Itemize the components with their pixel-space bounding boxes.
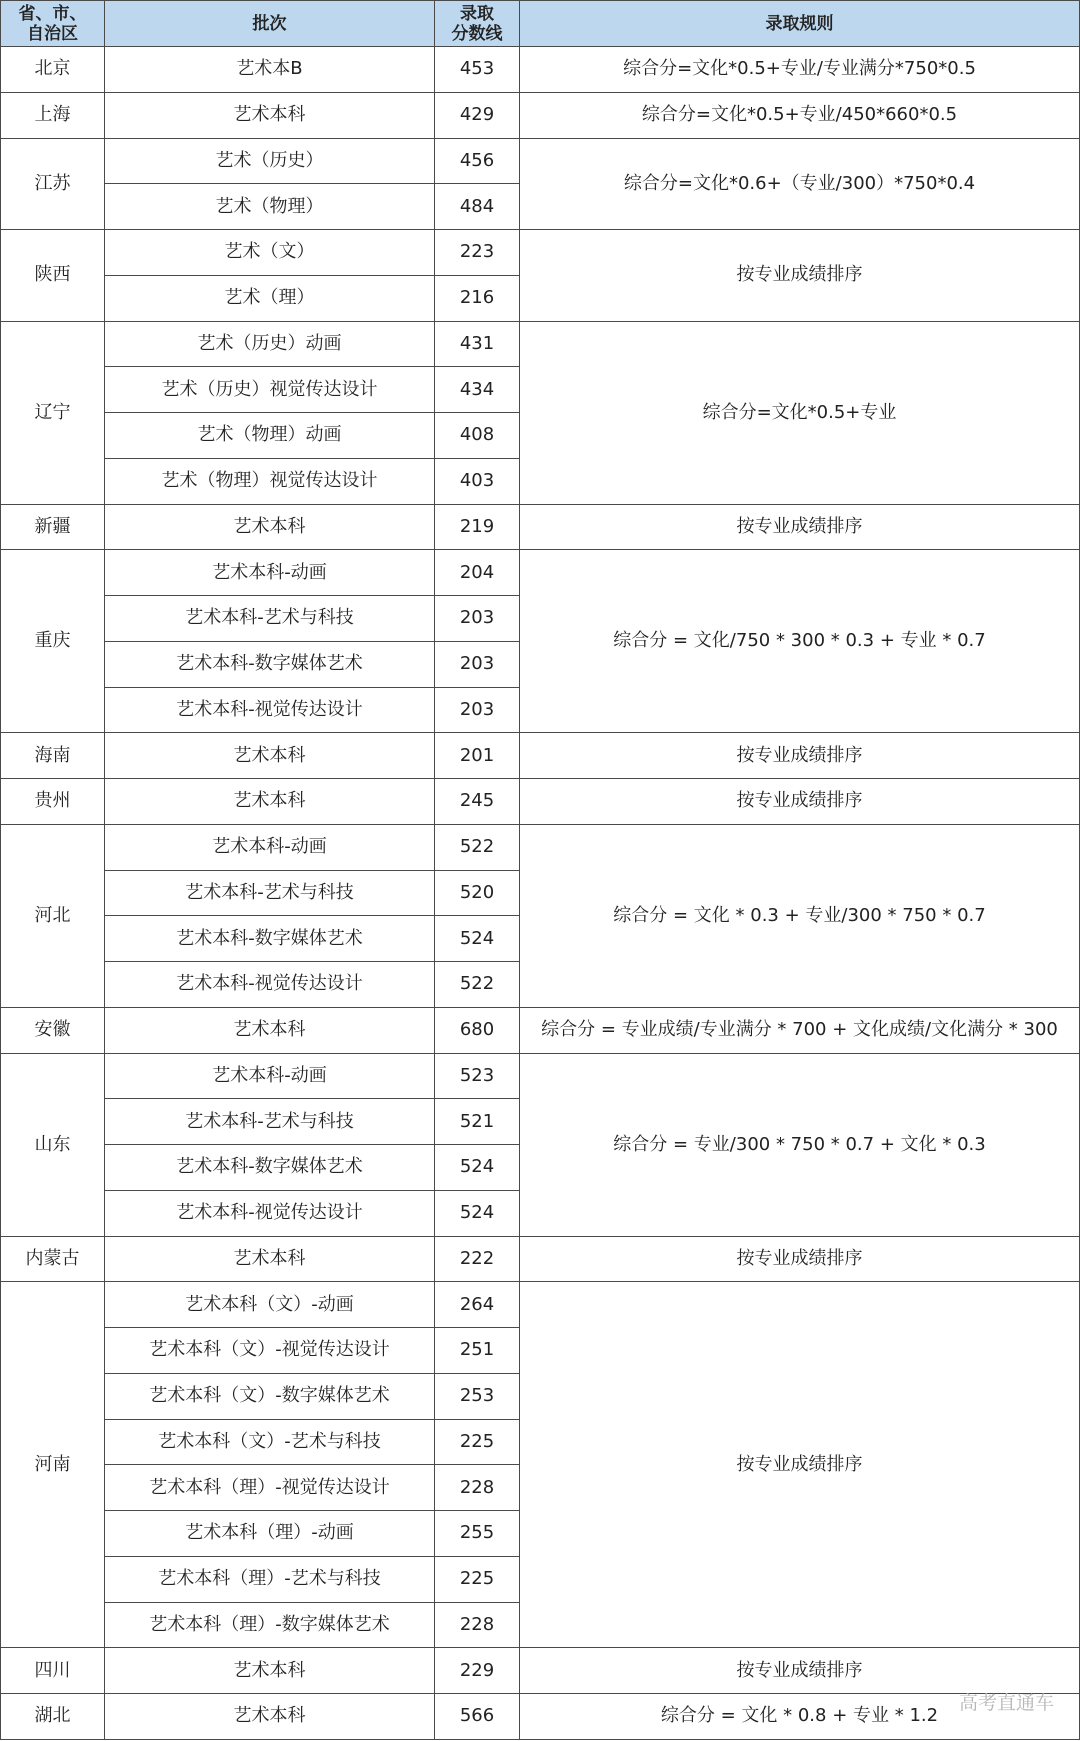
rule-cell: 按专业成绩排序 [520, 1282, 1080, 1648]
batch-cell: 艺术本B [105, 47, 435, 93]
batch-cell: 艺术本科-视觉传达设计 [105, 962, 435, 1008]
table-body [1, 47, 1080, 1740]
watermark: 高考直通车 [958, 1692, 1054, 1714]
batch-cell: 艺术（文） [105, 230, 435, 276]
batch-cell: 艺术（物理） [105, 184, 435, 230]
header-row [1, 1, 1080, 47]
table-row [1, 550, 1080, 596]
region-cell: 河北 [1, 824, 105, 1007]
batch-cell: 艺术本科-数字媒体艺术 [105, 1145, 435, 1191]
table-row [1, 1648, 1080, 1694]
region-cell: 江苏 [1, 138, 105, 230]
batch-cell: 艺术本科-视觉传达设计 [105, 1190, 435, 1236]
region-cell: 重庆 [1, 550, 105, 733]
batch-cell: 艺术（物理）动画 [105, 413, 435, 459]
batch-cell: 艺术本科 [105, 92, 435, 138]
region-cell: 河南 [1, 1282, 105, 1648]
rule-cell: 综合分=文化*0.5+专业/专业满分*750*0.5 [520, 47, 1080, 93]
table-row [1, 321, 1080, 367]
region-cell: 陕西 [1, 230, 105, 322]
rule-cell: 按专业成绩排序 [520, 504, 1080, 550]
region-cell: 北京 [1, 47, 105, 93]
score-cell: 223 [435, 230, 520, 276]
header-region [1, 1, 105, 47]
score-cell: 524 [435, 1145, 520, 1191]
score-cell: 253 [435, 1373, 520, 1419]
score-cell: 431 [435, 321, 520, 367]
score-cell: 201 [435, 733, 520, 779]
batch-cell: 艺术（历史）动画 [105, 321, 435, 367]
rule-cell: 按专业成绩排序 [520, 230, 1080, 322]
score-cell: 228 [435, 1602, 520, 1648]
rule-cell: 综合分 = 专业成绩/专业满分 * 700 + 文化成绩/文化满分 * 300 [520, 1007, 1080, 1053]
score-cell: 566 [435, 1694, 520, 1740]
score-cell: 484 [435, 184, 520, 230]
batch-cell: 艺术本科-艺术与科技 [105, 596, 435, 642]
batch-cell: 艺术（历史） [105, 138, 435, 184]
score-cell: 229 [435, 1648, 520, 1694]
region-cell: 上海 [1, 92, 105, 138]
rule-cell: 综合分=文化*0.5+专业/450*660*0.5 [520, 92, 1080, 138]
table-row [1, 504, 1080, 550]
batch-cell: 艺术本科（理）-动画 [105, 1511, 435, 1557]
region-cell: 山东 [1, 1053, 105, 1236]
score-cell: 219 [435, 504, 520, 550]
batch-cell: 艺术本科 [105, 733, 435, 779]
batch-cell: 艺术（物理）视觉传达设计 [105, 458, 435, 504]
batch-cell: 艺术本科-动画 [105, 824, 435, 870]
batch-cell: 艺术本科（理）-数字媒体艺术 [105, 1602, 435, 1648]
header-rule: 录取规则 [520, 1, 1080, 47]
score-cell: 403 [435, 458, 520, 504]
table-row [1, 1694, 1080, 1740]
table-row [1, 733, 1080, 779]
score-cell: 524 [435, 1190, 520, 1236]
header-score [435, 1, 520, 47]
table-row [1, 1236, 1080, 1282]
score-cell: 408 [435, 413, 520, 459]
rule-cell: 按专业成绩排序 [520, 1236, 1080, 1282]
rule-cell: 综合分 = 文化/750 * 300 * 0.3 + 专业 * 0.7 [520, 550, 1080, 733]
score-cell: 521 [435, 1099, 520, 1145]
region-cell: 贵州 [1, 779, 105, 825]
table-row [1, 1053, 1080, 1099]
header-score-line2: 分数线 [451, 23, 503, 44]
score-cell: 222 [435, 1236, 520, 1282]
score-cell: 523 [435, 1053, 520, 1099]
batch-cell: 艺术本科（理）-视觉传达设计 [105, 1465, 435, 1511]
score-cell: 245 [435, 779, 520, 825]
rule-cell: 按专业成绩排序 [520, 733, 1080, 779]
region-cell: 海南 [1, 733, 105, 779]
rule-cell: 综合分=文化*0.5+专业 [520, 321, 1080, 504]
batch-cell: 艺术本科（文）-视觉传达设计 [105, 1328, 435, 1374]
batch-cell: 艺术（历史）视觉传达设计 [105, 367, 435, 413]
score-cell: 522 [435, 962, 520, 1008]
table-row [1, 138, 1080, 184]
batch-cell: 艺术本科 [105, 1694, 435, 1740]
header-region-line2: 自治区 [27, 23, 78, 44]
header-score-line1: 录取 [460, 3, 494, 24]
table-row [1, 230, 1080, 276]
batch-cell: 艺术（理） [105, 275, 435, 321]
rule-cell: 综合分 = 专业/300 * 750 * 0.7 + 文化 * 0.3 [520, 1053, 1080, 1236]
table-row [1, 1282, 1080, 1328]
batch-cell: 艺术本科 [105, 1007, 435, 1053]
batch-cell: 艺术本科（文）-数字媒体艺术 [105, 1373, 435, 1419]
batch-cell: 艺术本科-艺术与科技 [105, 870, 435, 916]
score-cell: 524 [435, 916, 520, 962]
table-row [1, 824, 1080, 870]
header-region-line1: 省、市、 [18, 3, 87, 24]
score-cell: 204 [435, 550, 520, 596]
rule-cell: 综合分 = 文化 * 0.3 + 专业/300 * 750 * 0.7 [520, 824, 1080, 1007]
score-cell: 228 [435, 1465, 520, 1511]
score-cell: 203 [435, 596, 520, 642]
batch-cell: 艺术本科-艺术与科技 [105, 1099, 435, 1145]
header-batch: 批次 [105, 1, 435, 47]
rule-cell: 综合分 = 文化 * 0.8 + 专业 * 1.2 [520, 1694, 1080, 1740]
batch-cell: 艺术本科-数字媒体艺术 [105, 916, 435, 962]
batch-cell: 艺术本科 [105, 1648, 435, 1694]
batch-cell: 艺术本科-视觉传达设计 [105, 687, 435, 733]
table-row [1, 47, 1080, 93]
region-cell: 湖北 [1, 1694, 105, 1740]
score-cell: 251 [435, 1328, 520, 1374]
score-cell: 203 [435, 687, 520, 733]
score-cell: 453 [435, 47, 520, 93]
rule-cell: 按专业成绩排序 [520, 1648, 1080, 1694]
region-cell: 内蒙古 [1, 1236, 105, 1282]
score-cell: 225 [435, 1419, 520, 1465]
batch-cell: 艺术本科-动画 [105, 550, 435, 596]
batch-cell: 艺术本科（文）-动画 [105, 1282, 435, 1328]
rule-cell: 综合分=文化*0.6+（专业/300）*750*0.4 [520, 138, 1080, 230]
batch-cell: 艺术本科 [105, 504, 435, 550]
score-cell: 429 [435, 92, 520, 138]
batch-cell: 艺术本科 [105, 779, 435, 825]
score-cell: 680 [435, 1007, 520, 1053]
table-row [1, 1007, 1080, 1053]
region-cell: 新疆 [1, 504, 105, 550]
batch-cell: 艺术本科-数字媒体艺术 [105, 641, 435, 687]
score-cell: 456 [435, 138, 520, 184]
score-cell: 216 [435, 275, 520, 321]
batch-cell: 艺术本科 [105, 1236, 435, 1282]
table-row [1, 779, 1080, 825]
batch-cell: 艺术本科（文）-艺术与科技 [105, 1419, 435, 1465]
region-cell: 安徽 [1, 1007, 105, 1053]
rule-cell: 按专业成绩排序 [520, 779, 1080, 825]
score-cell: 264 [435, 1282, 520, 1328]
table-row [1, 92, 1080, 138]
region-cell: 辽宁 [1, 321, 105, 504]
batch-cell: 艺术本科（理）-艺术与科技 [105, 1556, 435, 1602]
score-cell: 225 [435, 1556, 520, 1602]
score-cell: 255 [435, 1511, 520, 1557]
score-cell: 203 [435, 641, 520, 687]
region-cell: 四川 [1, 1648, 105, 1694]
batch-cell: 艺术本科-动画 [105, 1053, 435, 1099]
score-cell: 520 [435, 870, 520, 916]
score-cell: 434 [435, 367, 520, 413]
score-cell: 522 [435, 824, 520, 870]
